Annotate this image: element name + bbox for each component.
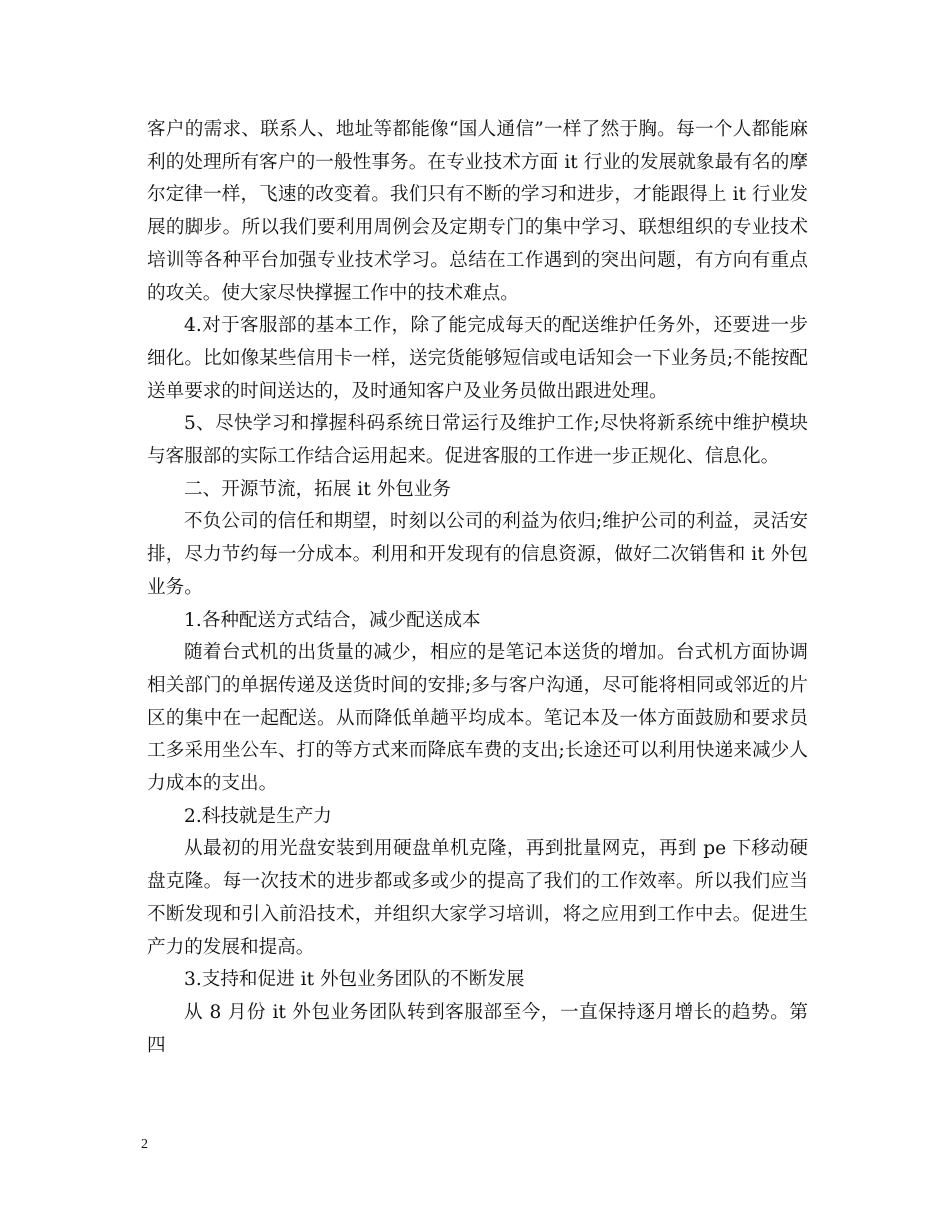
paragraph-subsection-3: 从 8 月份 it 外包业务团队转到客服部至今，一直保持逐月增长的趋势。第四 — [147, 1001, 808, 1056]
paragraph-item-5: 5、尽快学习和撑握科码系统日常运行及维护工作;尽快将新系统中维护模块与客服部的实际工作结合运用起来。促进客服的工作进一步正规化、信息化。 — [147, 413, 808, 468]
paragraph-section-2-intro: 不负公司的信任和期望，时刻以公司的利益为依归;维护公司的利益，灵活安排，尽力节约每一分成本。利用和开发现有的信息资源，做好二次销售和 it 外包业务。 — [147, 511, 808, 598]
paragraph-subsection-2: 从最初的用光盘安装到用硬盘单机克隆，再到批量网克，再到 pe 下移动硬盘克隆。每一次技术的进步都或多或少的提高了我们的工作效率。所以我们应当不断发现和引入前沿技术，并组织大家学习培训，将之应用到工作中去。促进生产力的发展和提高。 — [147, 838, 808, 958]
section-heading-2: 二、开源节流，拓展 it 外包业务 — [184, 478, 451, 500]
subheading-2: 2.科技就是生产力 — [184, 805, 332, 827]
paragraph-item-4: 4.对于客服部的基本工作，除了能完成每天的配送维护任务外，还要进一步细化。比如像某些信用卡一样，送完货能够短信或电话知会一下业务员;不能按配送单要求的时间送达的，及时通知客户及业务员做出跟进处理。 — [147, 315, 808, 402]
subheading-1: 1.各种配送方式结合，减少配送成本 — [184, 609, 481, 631]
document-body — [147, 114, 808, 1062]
page-number: 2 — [141, 1137, 148, 1152]
paragraph-subsection-1: 随着台式机的出货量的减少，相应的是笔记本送货的增加。台式机方面协调相关部门的单据传递及送货时间的安排;多与客户沟通，尽可能将相同或邻近的片区的集中在一起配送。从而降低单趟平均成本。笔记本及一体方面鼓励和要求员工多采用坐公车、打的等方式来而降底车费的支出;长途还可以利用快递来减少人力成本的支出。 — [147, 642, 808, 795]
subheading-3: 3.支持和促进 it 外包业务团队的不断发展 — [184, 969, 525, 991]
paragraph-continuation: 客户的需求、联系人、地址等都能像“国人通信”一样了然于胸。每一个人都能麻利的处理所有客户的一般性事务。在专业技术方面 it 行业的发展就象最有名的摩尔定律一样，飞速的改变着。我们只有不断的学习和进步，才能跟得上 it 行业发展的脚步。所以我们要利用周例会及定期专门的集中学习、联想组织的专业技术培训等各种平台加强专业技术学习。总结在工作遇到的突出问题，有方向有重点的攻关。使大家尽快撑握工作中的技术难点。 — [147, 119, 808, 304]
